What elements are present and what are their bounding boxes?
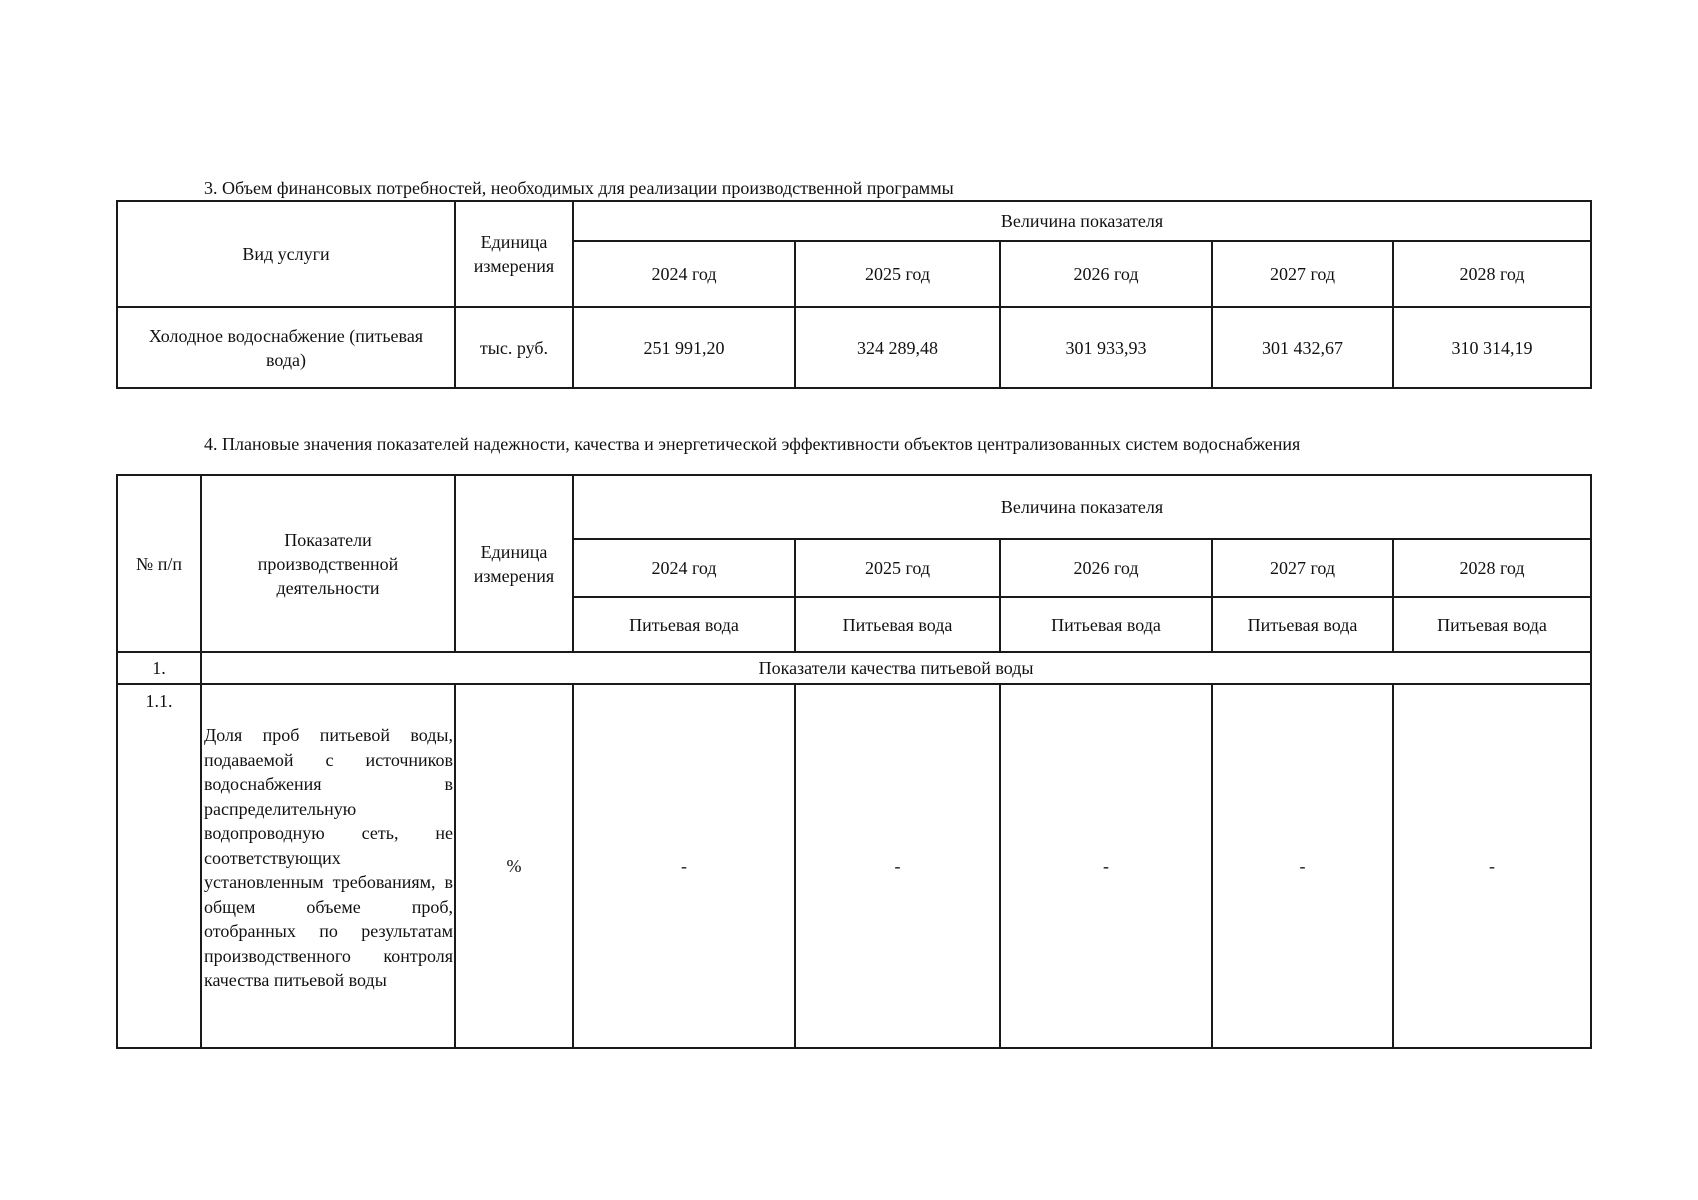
header-water-type: Питьевая вода [1212,597,1393,652]
service-name: Холодное водоснабжение (питьевая вода) [117,307,455,388]
value-cell: - [1000,684,1212,1048]
value-cell: 251 991,20 [573,307,795,388]
header-indicator-value: Величина показателя [573,201,1591,241]
header-year: 2027 год [1212,539,1393,597]
value-cell: - [1212,684,1393,1048]
header-water-type: Питьевая вода [795,597,1000,652]
header-unit: Единица измерения [455,201,573,307]
header-service-type: Вид услуги [117,201,455,307]
unit-value: % [455,684,573,1048]
header-indicator-value: Величина показателя [573,475,1591,539]
header-year: 2026 год [1000,241,1212,307]
value-cell: - [573,684,795,1048]
header-year: 2024 год [573,241,795,307]
value-cell: 301 933,93 [1000,307,1212,388]
value-cell: 310 314,19 [1393,307,1591,388]
group-number: 1. [117,652,201,684]
header-water-type: Питьевая вода [573,597,795,652]
header-water-type: Питьевая вода [1393,597,1591,652]
header-unit: Единица измерения [455,475,573,652]
value-cell: 324 289,48 [795,307,1000,388]
header-indicators: Показатели производственной деятельности [201,475,455,652]
header-number: № п/п [117,475,201,652]
indicator-description: Доля проб питьевой воды, подаваемой с источников водоснабжения в распределительную водопроводную сеть, не соответствующих установленным требованиям, в общем объеме проб, отобранных по результатам производственного контроля качества питьевой воды [201,684,455,1048]
unit-value: тыс. руб. [455,307,573,388]
header-year: 2028 год [1393,539,1591,597]
header-year: 2028 год [1393,241,1591,307]
header-year: 2025 год [795,539,1000,597]
header-water-type: Питьевая вода [1000,597,1212,652]
value-cell: 301 432,67 [1212,307,1393,388]
header-year: 2027 год [1212,241,1393,307]
value-cell: - [1393,684,1591,1048]
group-row [117,652,1591,684]
section-4-heading: 4. Плановые значения показателей надежности, качества и энергетической эффективности объектов централизованных систем водоснабжения [204,434,1301,454]
indicators-table [116,474,1592,1049]
row-number: 1.1. [117,684,201,1048]
table-row [117,684,1591,1048]
header-year: 2025 год [795,241,1000,307]
table-row [117,307,1591,388]
value-cell: - [795,684,1000,1048]
header-year: 2026 год [1000,539,1212,597]
header-year: 2024 год [573,539,795,597]
financial-needs-table [116,200,1592,389]
section-3-heading: 3. Объем финансовых потребностей, необходимых для реализации производственной программы [204,178,954,198]
group-title: Показатели качества питьевой воды [201,652,1591,684]
